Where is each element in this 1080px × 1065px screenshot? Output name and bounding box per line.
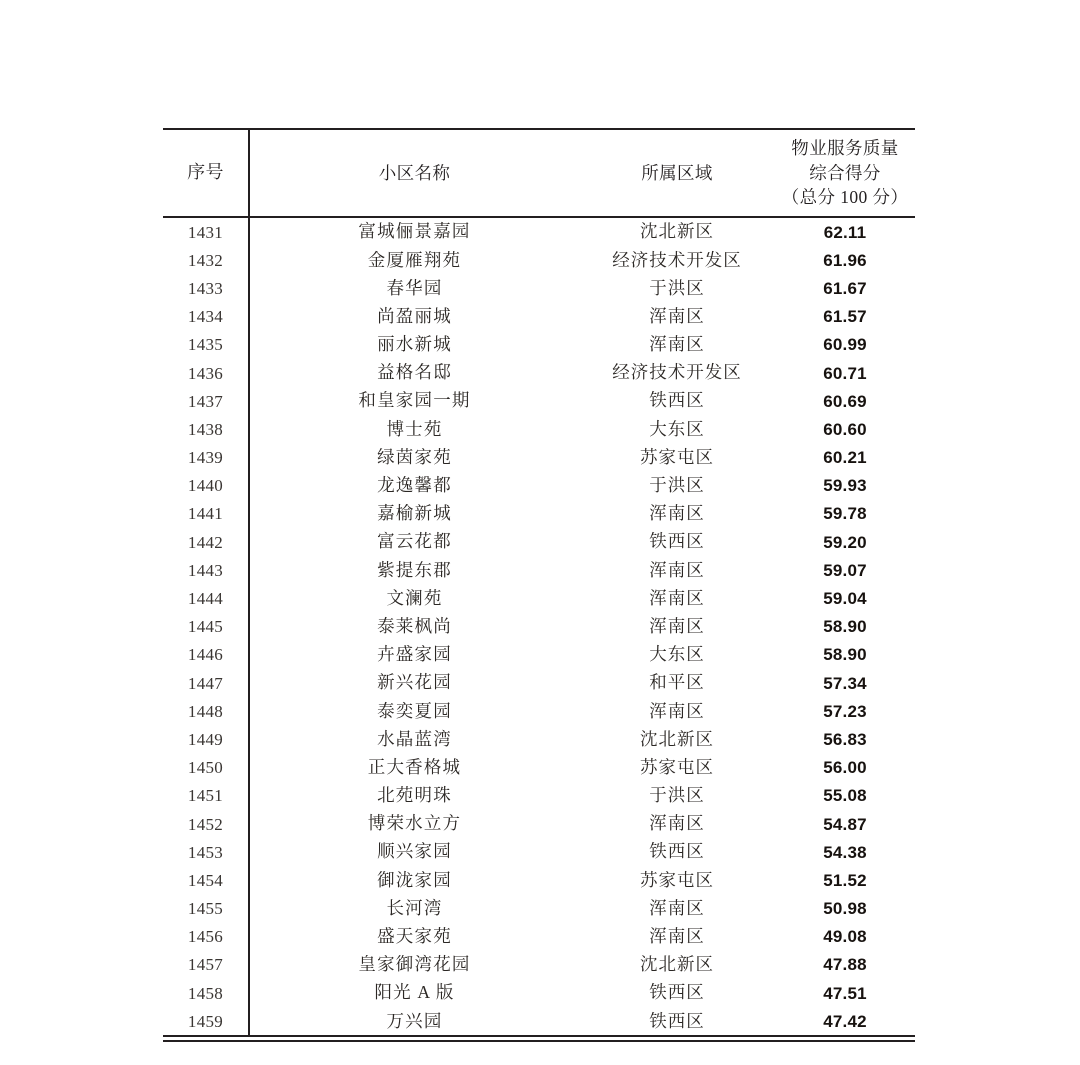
table-row [163,895,915,923]
cell-community-name: 水晶蓝湾 [377,728,452,749]
cell-index: 1432 [163,246,249,274]
cell-score: 58.90 [823,617,867,637]
cell-score: 59.07 [823,560,867,580]
cell-score: 59.93 [823,476,867,496]
cell-district: 经济技术开发区 [612,249,742,270]
cell-community-name: 尚盈丽城 [377,305,452,326]
table-row [163,810,915,838]
column-header-score-line-3: （总分 100 分） [781,187,909,208]
cell-index: 1459 [163,1007,249,1036]
cell-community-name: 新兴花园 [377,672,452,693]
cell-score: 61.96 [823,250,867,270]
property-service-score-table [163,128,915,1037]
cell-community-name: 紫提东郡 [377,559,452,580]
cell-district: 浑南区 [649,926,705,947]
cell-score: 57.23 [823,701,867,721]
cell-index: 1446 [163,641,249,669]
cell-community-name: 龙逸馨都 [377,475,452,496]
cell-district: 于洪区 [649,277,705,298]
cell-district: 浑南区 [649,897,705,918]
cell-community-name: 泰莱枫尚 [377,615,452,636]
table-row [163,359,915,387]
cell-score: 56.00 [823,758,867,778]
table-row [163,274,915,302]
cell-index: 1452 [163,810,249,838]
cell-index: 1447 [163,669,249,697]
cell-index: 1454 [163,866,249,894]
cell-district: 浑南区 [649,334,705,355]
cell-community-name: 泰奕夏园 [377,700,452,721]
cell-score: 47.42 [775,1007,915,1036]
cell-district: 沈北新区 [640,954,714,975]
cell-score: 49.08 [823,927,867,947]
cell-score: 59.78 [823,504,867,524]
cell-index: 1441 [163,500,249,528]
cell-district: 苏家屯区 [640,869,714,890]
cell-score: 47.88 [823,955,867,975]
table-row [163,866,915,894]
table-row [163,754,915,782]
cell-district: 浑南区 [649,305,705,326]
cell-community-name: 文澜苑 [386,587,443,608]
cell-index: 1444 [163,584,249,612]
cell-score: 47.51 [823,983,867,1003]
cell-district: 沈北新区 [579,217,775,246]
cell-community-name: 御泷家园 [377,869,452,890]
table-row [163,584,915,612]
cell-community-name: 富城俪景嘉园 [249,217,579,246]
cell-district: 铁西区 [649,982,705,1003]
cell-index: 1443 [163,556,249,584]
cell-index: 1440 [163,472,249,500]
cell-score: 55.08 [823,786,867,806]
cell-district: 大东区 [649,644,705,665]
cell-index: 1436 [163,359,249,387]
cell-score: 57.34 [823,673,867,693]
cell-score: 61.67 [823,278,867,298]
cell-index: 1433 [163,274,249,302]
cell-score: 62.11 [775,217,915,246]
cell-index: 1438 [163,415,249,443]
cell-district: 铁西区 [579,1007,775,1036]
cell-district: 浑南区 [649,587,705,608]
table-header [163,129,915,217]
column-header-score-line-1: 物业服务质量 [791,137,899,158]
cell-index: 1434 [163,303,249,331]
table-row [163,613,915,641]
table-row [163,782,915,810]
cell-score: 60.69 [823,391,867,411]
cell-district: 大东区 [649,418,705,439]
cell-index: 1442 [163,528,249,556]
cell-district: 苏家屯区 [640,446,714,467]
cell-community-name: 长河湾 [386,897,443,918]
table-row [163,500,915,528]
cell-score: 56.83 [823,729,867,749]
cell-score: 60.21 [823,448,867,468]
cell-community-name: 春华园 [386,277,443,298]
cell-index: 1431 [163,217,249,246]
cell-district: 浑南区 [649,813,705,834]
column-header-score [775,129,915,217]
table-row [163,725,915,753]
table-row [163,697,915,725]
cell-community-name: 万兴园 [249,1007,579,1036]
table-row [163,1007,915,1036]
cell-index: 1455 [163,895,249,923]
table-row [163,444,915,472]
cell-score: 59.04 [823,589,867,609]
table-row [163,951,915,979]
table-bottom-rule [163,1040,915,1041]
cell-index: 1458 [163,979,249,1007]
cell-score: 51.52 [823,870,867,890]
cell-index: 1449 [163,725,249,753]
cell-index: 1453 [163,838,249,866]
cell-community-name: 博荣水立方 [367,813,462,834]
cell-community-name: 金厦雁翔苑 [367,249,462,270]
cell-index: 1439 [163,444,249,472]
table-row [163,923,915,951]
cell-district: 沈北新区 [640,728,714,749]
table-row [163,838,915,866]
table-row [163,472,915,500]
cell-community-name: 博士苑 [386,418,443,439]
column-header-index: 序号 [163,129,249,217]
cell-district: 和平区 [649,672,705,693]
table-row [163,246,915,274]
cell-score: 61.57 [823,307,867,327]
table-row [163,528,915,556]
cell-score: 60.60 [823,419,867,439]
cell-community-name: 嘉榆新城 [377,503,452,524]
cell-district: 经济技术开发区 [612,362,742,383]
cell-district: 于洪区 [649,475,705,496]
cell-index: 1435 [163,331,249,359]
table-row [163,387,915,415]
table-row [163,217,915,246]
cell-district: 浑南区 [649,700,705,721]
cell-community-name: 卉盛家园 [377,644,452,665]
cell-community-name: 皇家御湾花园 [358,954,471,975]
table-row [163,669,915,697]
column-header-community-name: 小区名称 [249,129,579,217]
cell-score: 54.87 [823,814,867,834]
cell-community-name: 富云花都 [377,531,452,552]
cell-district: 铁西区 [649,531,705,552]
cell-score: 60.99 [823,335,867,355]
cell-district: 浑南区 [649,615,705,636]
table-body [163,217,915,1036]
cell-district: 浑南区 [649,559,705,580]
column-header-score-line-2: 综合得分 [809,162,881,183]
cell-community-name: 盛天家苑 [377,926,452,947]
column-header-district: 所属区域 [579,129,775,217]
table-row [163,303,915,331]
table-row [163,641,915,669]
table-row [163,331,915,359]
cell-score: 60.71 [823,363,867,383]
cell-index: 1457 [163,951,249,979]
table-row [163,979,915,1007]
cell-community-name: 顺兴家园 [377,841,452,862]
cell-community-name: 和皇家园一期 [358,390,471,411]
table-row [163,556,915,584]
cell-score: 59.20 [823,532,867,552]
cell-district: 铁西区 [649,841,705,862]
cell-score: 54.38 [823,842,867,862]
cell-community-name: 丽水新城 [377,334,452,355]
cell-index: 1445 [163,613,249,641]
cell-district: 于洪区 [649,785,705,806]
table-row [163,415,915,443]
cell-community-name: 益格名邸 [377,362,452,383]
cell-score: 50.98 [823,899,867,919]
cell-index: 1450 [163,754,249,782]
cell-community-name: 北苑明珠 [377,785,452,806]
cell-district: 浑南区 [649,503,705,524]
cell-community-name: 正大香格城 [367,756,462,777]
cell-index: 1451 [163,782,249,810]
cell-community-name: 绿茵家苑 [377,446,452,467]
cell-score: 58.90 [823,645,867,665]
cell-index: 1456 [163,923,249,951]
cell-community-name: 阳光 A 版 [374,982,455,1003]
cell-district: 铁西区 [649,390,705,411]
cell-index: 1437 [163,387,249,415]
cell-district: 苏家屯区 [640,756,714,777]
cell-index: 1448 [163,697,249,725]
